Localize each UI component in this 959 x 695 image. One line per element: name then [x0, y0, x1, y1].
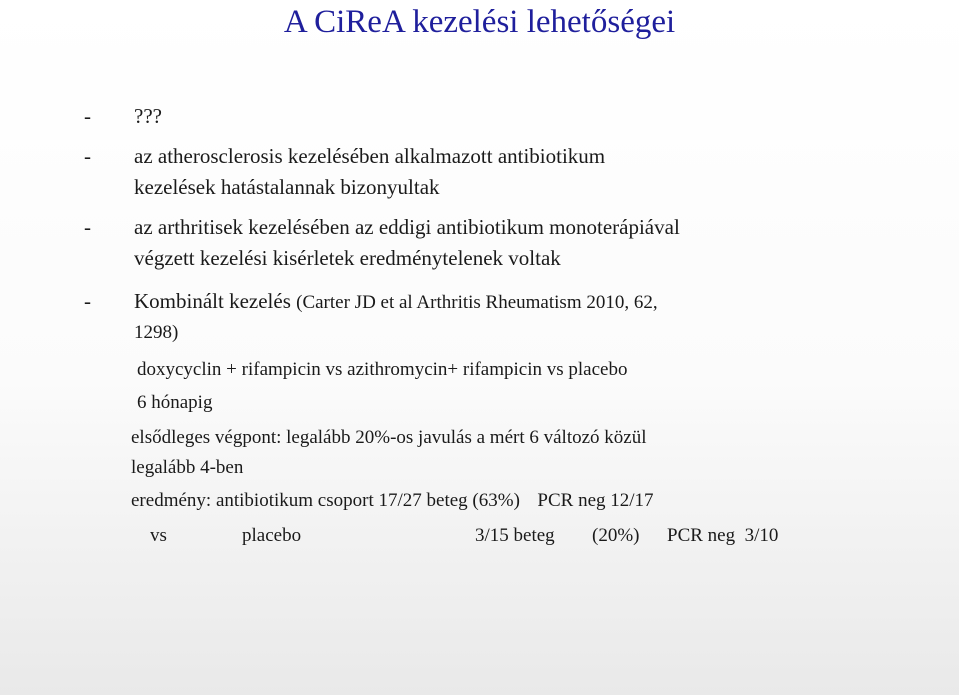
bullet-3-line-2: végzett kezelési kisérletek eredménytelenek voltak — [134, 246, 561, 270]
combined-treatment-lead: Kombinált kezelés — [134, 289, 291, 313]
regimen-line: doxycyclin + rifampicin vs azithromycin+ rifampicin vs placebo — [137, 359, 628, 380]
result-label: eredmény: — [131, 490, 212, 511]
page-title: A CiReA kezelési lehetőségei — [283, 4, 676, 40]
result-pcr: PCR neg 12/17 — [537, 490, 654, 511]
result-row-placebo-count: 3/15 beteg — [475, 525, 555, 546]
endpoint-line-1: elsődleges végpont: legalább 20%-os javulás a mért 6 változó közül — [131, 427, 647, 448]
result-row-placebo-group: placebo — [242, 525, 302, 546]
result-row-placebo-percent: (20%) — [592, 525, 640, 546]
endpoint-line-2: legalább 4-ben — [131, 457, 244, 478]
citation: (Carter JD et al Arthritis Rheumatism 2010, 62, — [296, 292, 658, 313]
bullet-3-line-1: az arthritisek kezelésében az eddigi antibiotikum monoterápiával — [134, 215, 680, 239]
result-group: antibiotikum csoport — [215, 490, 374, 511]
bullet-1-line-1: ??? — [134, 104, 162, 128]
bullet-2-line-2: kezelések hatástalannak bizonyultak — [134, 175, 440, 199]
result-row-antibiotic — [131, 488, 654, 514]
duration-line: 6 hónapig — [137, 392, 213, 413]
result-row-placebo-vs: vs — [150, 525, 167, 546]
bullet-2-line-1: az atherosclerosis kezelésében alkalmazott antibiotikum — [134, 144, 606, 168]
result-count: 17/27 beteg — [378, 490, 468, 511]
citation-continued: 1298) — [134, 322, 179, 343]
result-row-placebo-pcr: PCR neg 3/10 — [667, 525, 779, 546]
result-percent: (63%) — [472, 490, 520, 511]
bullet-dash: - — [84, 104, 91, 128]
bullet-dash: - — [84, 289, 91, 313]
bullet-4-line-1 — [134, 288, 658, 316]
bullet-dash: - — [84, 144, 91, 168]
bullet-dash: - — [84, 215, 91, 239]
